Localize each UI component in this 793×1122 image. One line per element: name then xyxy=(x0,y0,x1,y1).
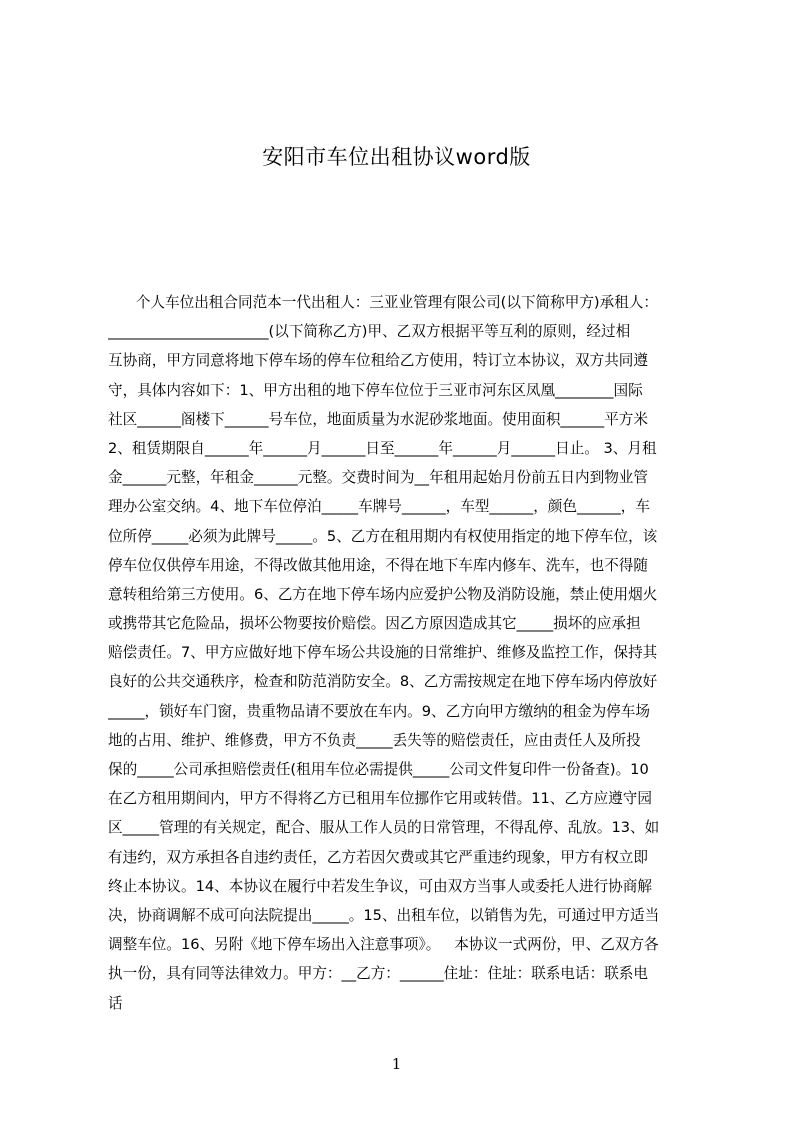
page-number: 1 xyxy=(391,1055,402,1073)
body-line: 决，协商调解不成可向法院提出_____。15、出租车位，以销售为先，可通过甲方适当 xyxy=(108,906,660,924)
body-line: 赔偿责任。7、甲方应做好地下停车场公共设施的日常维护、维修及监控工作，保持其 xyxy=(108,644,658,662)
body-line: 停车位仅供停车用途，不得改做其他用途，不得在地下车库内修车、洗车，也不得随 xyxy=(108,556,648,574)
body-line: 有违约，双方承担各自违约责任，乙方若因欠费或其它严重违约现象，甲方有权立即 xyxy=(108,848,648,866)
body-line: 话 xyxy=(108,994,123,1012)
body-line: 金______元整，年租金______元整。交费时间为__年租用起始月份前五日内到物业管 xyxy=(108,469,648,487)
body-line: 保的_____公司承担赔偿责任(租用车位必需提供_____公司文件复印件一份备查)。10 xyxy=(108,761,649,778)
body-line: 终止本协议。14、本协议在履行中若发生争议，可由双方当事人或委托人进行协商解 xyxy=(108,877,652,895)
document-title: 安阳市车位出租协议word版 xyxy=(262,145,531,169)
body-line: 地的占用、维护、维修费，甲方不负责_____丢失等的赔偿责任，应由责任人及所投 xyxy=(108,731,641,749)
body-line: 理办公室交纳。4、地下车位停泊_____车牌号______，车型______，颜色______，车 xyxy=(108,498,650,516)
body-line: 或携带其它危险品，损坏公物要按价赔偿。因乙方原因造成其它_____损坏的应承担 xyxy=(108,615,641,633)
body-line: 个人车位出租合同范本一代出租人：三亚业管理有限公司(以下简称甲方)承租人： xyxy=(108,294,659,311)
document-body xyxy=(108,288,698,1018)
body-line: 良好的公共交通秩序，检查和防范消防安全。8、乙方需按规定在地下停车场内停放好 xyxy=(108,673,658,691)
body-line: ______________________(以下简称乙方)甲、乙双方根据平等互利的原则，经过相 xyxy=(108,323,631,341)
body-line: _____，锁好车门窗，贵重物品请不要放在车内。9、乙方向甲方缴纳的租金为停车场 xyxy=(108,702,650,720)
body-line: 2、租赁期限自______年______月______日至______年______月______日止。 3、月租 xyxy=(108,439,657,457)
body-line: 区_____管理的有关规定，配合、服从工作人员的日常管理，不得乱停、乱放。13、如 xyxy=(108,819,660,837)
body-line: 位所停_____必须为此牌号_____。5、乙方在租用期内有权使用指定的地下停车位，该 xyxy=(108,527,658,545)
body-line: 意转租给第三方使用。6、乙方在地下停车场内应爱护公物及消防设施，禁止使用烟火 xyxy=(108,585,658,603)
body-line: 执一份，具有同等法律效力。甲方：__乙方：______住址：住址：联系电话：联系电 xyxy=(108,965,648,983)
body-line: 社区______阁楼下______号车位，地面质量为水泥砂浆地面。使用面积______平方米 xyxy=(108,410,648,428)
body-line: 调整车位。16、另附《地下停车场出入注意事项》。 本协议一式两份，甲、乙双方各 xyxy=(108,936,659,954)
body-line: 守，具体内容如下：1、甲方出租的地下停车位位于三亚市河东区凤凰________国际 xyxy=(108,381,643,399)
body-line: 互协商，甲方同意将地下停车场的停车位租给乙方使用，特订立本协议，双方共同遵 xyxy=(108,352,648,370)
body-line: 在乙方租用期间内，甲方不得将乙方已租用车位挪作它用或转借。11、乙方应遵守园 xyxy=(108,790,652,808)
